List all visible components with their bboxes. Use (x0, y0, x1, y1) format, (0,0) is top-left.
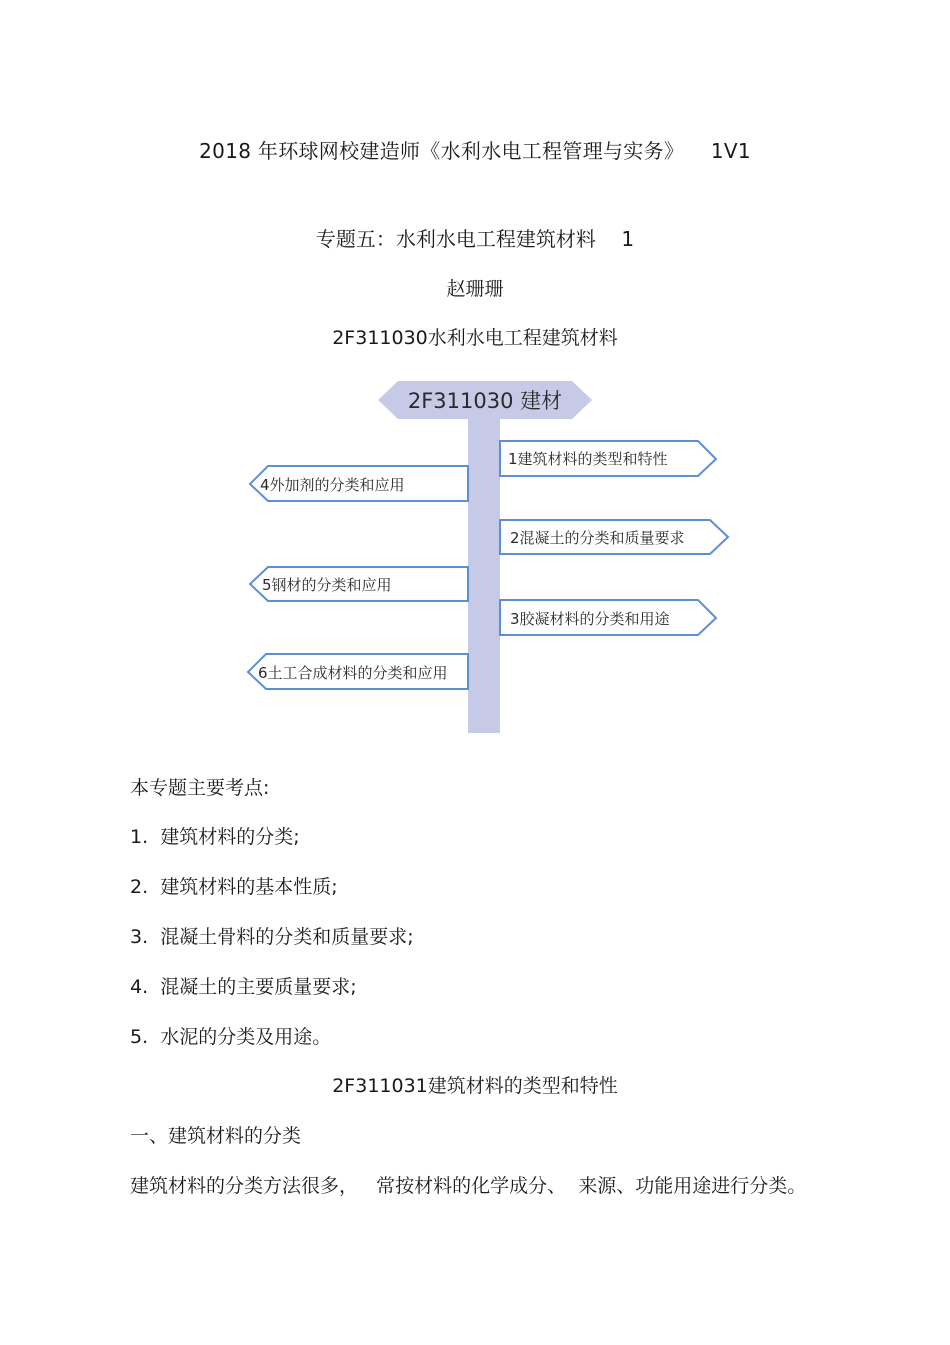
subsection-heading: 一、建筑材料的分类 (130, 1125, 302, 1147)
branch-arrow-5 (250, 567, 468, 601)
signpost-diagram (238, 375, 753, 737)
branch-arrow-4 (250, 466, 468, 501)
branch-label-4: 4外加剂的分类和应用 (260, 476, 405, 494)
subsection-title: 2F311031建筑材料的类型和特性 (332, 1075, 618, 1097)
branch-arrow-3 (500, 600, 716, 635)
key-point-item: 3. 混凝土骨料的分类和质量要求; (130, 926, 414, 948)
key-points-heading: 本专题主要考点: (130, 777, 270, 799)
branch-label-2: 2混凝土的分类和质量要求 (510, 529, 685, 547)
body-paragraph: 建筑材料的分类方法很多， 常按材料的化学成分、 来源、功能用途进行分类。 (130, 1175, 807, 1197)
key-point-item: 2. 建筑材料的基本性质; (130, 876, 338, 898)
branch-label-5: 5钢材的分类和应用 (262, 576, 392, 594)
key-point-item: 4. 混凝土的主要质量要求; (130, 976, 357, 998)
section-heading: 2F311030水利水电工程建筑材料 (332, 327, 618, 349)
signpost-post (468, 415, 500, 733)
author-name: 赵珊珊 (446, 278, 504, 300)
topic-title: 专题五：水利水电工程建筑材料 1 (315, 227, 635, 251)
document-title: 2018 年环球网校建造师《水利水电工程管理与实务》 1V1 (199, 139, 751, 163)
key-point-item: 5. 水泥的分类及用途。 (130, 1026, 332, 1048)
branch-label-1: 1建筑材料的类型和特性 (508, 450, 668, 468)
diagram-hub-label: 2F311030 建材 (407, 389, 563, 413)
branch-arrow-1 (500, 441, 716, 476)
branch-arrow-6 (248, 654, 468, 689)
branch-label-6: 6土工合成材料的分类和应用 (258, 664, 448, 682)
branch-arrow-2 (500, 520, 728, 554)
key-point-item: 1. 建筑材料的分类; (130, 826, 300, 848)
branch-label-3: 3胶凝材料的分类和用途 (510, 610, 670, 628)
